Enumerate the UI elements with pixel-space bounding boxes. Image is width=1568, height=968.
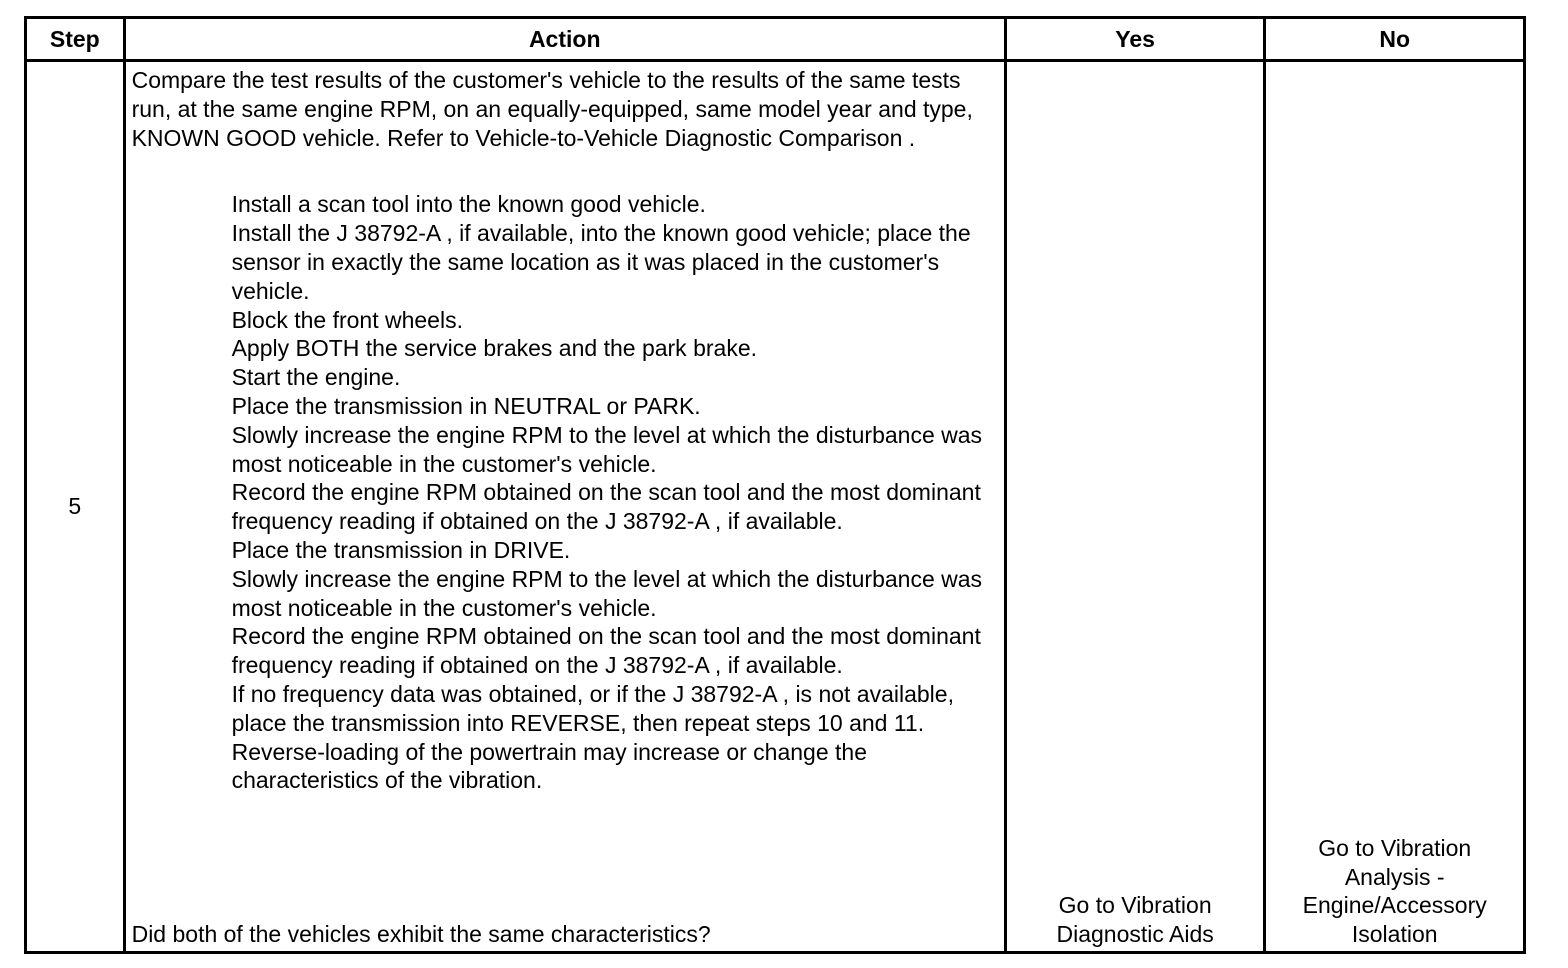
action-step: Record the engine RPM obtained on the scan tool and the most dominant frequency reading if obtained on the J 38792-A , if available. bbox=[231, 479, 981, 535]
action-step: If no frequency data was obtained, or if the J 38792-A , is not available, place the transmission into REVERSE, then repeat steps 10 and 11. Reverse-loading of the powertrain may increase or change the characteristics of the vibration. bbox=[231, 680, 954, 794]
action-intro: Compare the test results of the customer's vehicle to the results of the same tests run, at the same engine RPM, on an equally-equipped, same model year and type, KNOWN GOOD vehicle. Refer to Vehicle-to-Vehicle Diagnostic Comparison . bbox=[131, 67, 973, 151]
action-step: Apply BOTH the service brakes and the park brake. bbox=[231, 335, 757, 362]
action-steps-list bbox=[132, 190, 998, 795]
action-step: Start the engine. bbox=[231, 364, 401, 391]
header-yes: Yes bbox=[1005, 18, 1265, 61]
header-action: Action bbox=[124, 18, 1005, 61]
step-number: 5 bbox=[26, 61, 125, 953]
action-step: Place the transmission in DRIVE. bbox=[231, 536, 571, 563]
action-step: Record the engine RPM obtained on the scan tool and the most dominant frequency reading if obtained on the J 38792-A , if available. bbox=[231, 623, 981, 679]
header-no: No bbox=[1265, 18, 1525, 61]
no-cell: Go to Vibration Analysis - Engine/Accessory Isolation bbox=[1265, 61, 1525, 953]
action-step: Block the front wheels. bbox=[231, 306, 463, 333]
table-row bbox=[26, 61, 1525, 953]
action-step: Slowly increase the engine RPM to the level at which the disturbance was most noticeable in the customer's vehicle. bbox=[231, 565, 983, 621]
yes-cell: Go to Vibration Diagnostic Aids bbox=[1005, 61, 1265, 953]
action-question: Did both of the vehicles exhibit the same characteristics? bbox=[131, 921, 711, 948]
diagnostic-table bbox=[24, 16, 1526, 954]
action-step: Slowly increase the engine RPM to the level at which the disturbance was most noticeable in the customer's vehicle. bbox=[231, 421, 983, 477]
action-step: Install the J 38792-A , if available, into the known good vehicle; place the sensor in exactly the same location as it was placed in the customer's vehicle. bbox=[231, 220, 971, 304]
header-row bbox=[26, 18, 1525, 61]
header-step: Step bbox=[26, 18, 125, 61]
action-step: Install a scan tool into the known good vehicle. bbox=[231, 191, 706, 218]
action-step: Place the transmission in NEUTRAL or PARK. bbox=[231, 392, 701, 419]
action-cell bbox=[124, 61, 1005, 953]
